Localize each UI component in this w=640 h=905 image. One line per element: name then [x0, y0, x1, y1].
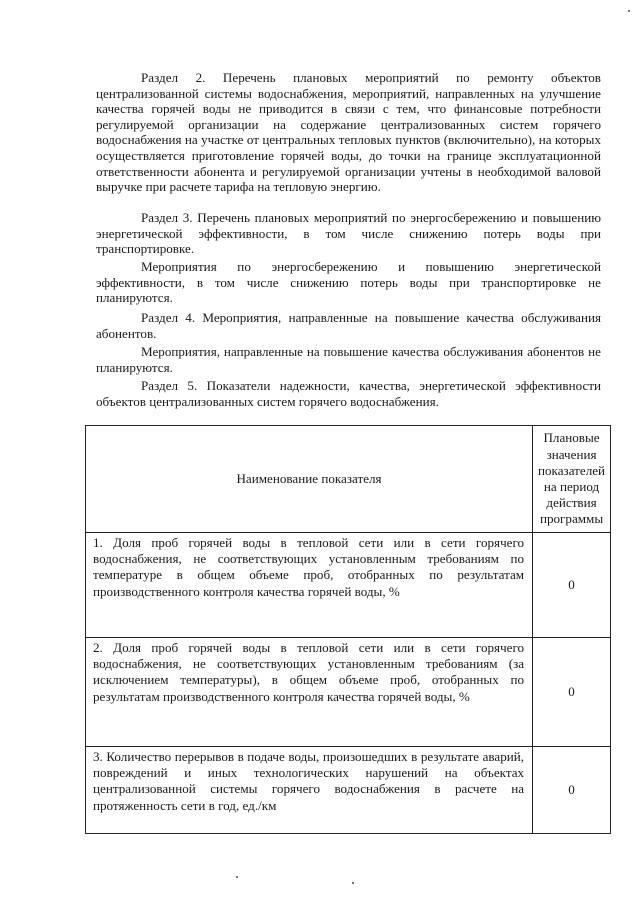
table-row	[86, 638, 611, 747]
indicator-value: 0	[533, 747, 611, 834]
table-row	[86, 533, 611, 638]
indicator-name: 3. Количество перерывов в подаче воды, произошедших в результате аварий, повреждений и иных технологических нарушений на объектах централизованной системы горячего водоснабжения в расчете на протяженность сети в год, ед./км	[86, 747, 533, 834]
paragraph-section-5: Раздел 5. Показатели надежности, качества, энергетической эффективности объектов централизованных систем горячего водоснабжения.	[96, 378, 601, 409]
indicator-name: 1. Доля проб горячей воды в тепловой сети или в сети горячего водоснабжения, не соответствующих установленным требованиям по температуре в общем объеме проб, отобранных по результатам производственного контроля качества горячей воды, %	[86, 533, 533, 638]
paragraph-section-4-body: Мероприятия, направленные на повышение качества обслуживания абонентов не планируются.	[96, 344, 601, 375]
indicator-value: 0	[533, 533, 611, 638]
header-indicator-name: Наименование показателя	[86, 426, 533, 533]
indicators-table	[85, 425, 611, 834]
header-planned-values: Плановые значения показателей на период действия программы	[533, 426, 611, 533]
indicator-name: 2. Доля проб горячей воды в тепловой сети или в сети горячего водоснабжения, не соответствующих установленным требованиям (за исключением температуры), в общем объеме проб, отобранных по результатам производственного контроля качества горячей воды, %	[86, 638, 533, 747]
scan-mark	[352, 882, 354, 884]
paragraph-section-3-body: Мероприятия по энергосбережению и повышению энергетической эффективности, в том числе снижению потерь воды при транспортировке не планируются.	[96, 259, 601, 306]
scan-mark	[236, 876, 238, 878]
paragraph-section-3: Раздел 3. Перечень плановых мероприятий по энергосбережению и повышению энергетической эффективности, в том числе снижению потерь воды при транспортировке.	[96, 210, 601, 257]
paragraph-section-4: Раздел 4. Мероприятия, направленные на повышение качества обслуживания абонентов.	[96, 310, 601, 341]
indicator-value: 0	[533, 638, 611, 747]
paragraph-section-2: Раздел 2. Перечень плановых мероприятий по ремонту объектов централизованной системы водоснабжения, мероприятий, направленных на улучшение качества горячей воды не приводится в связи с тем, что финансовые потребности регулируемой организации на содержание централизованных систем горячего водоснабжения на участке от центральных тепловых пунктов (включительно), на которых осуществляется приготовление горячей воды, до точки на границе эксплуатационной ответственности абонента и регулируемой организации учтены в необходимой валовой выручке при расчете тарифа на тепловую энергию.	[96, 70, 601, 195]
scan-mark	[628, 10, 630, 12]
table-row	[86, 747, 611, 834]
table-header-row	[86, 426, 611, 533]
